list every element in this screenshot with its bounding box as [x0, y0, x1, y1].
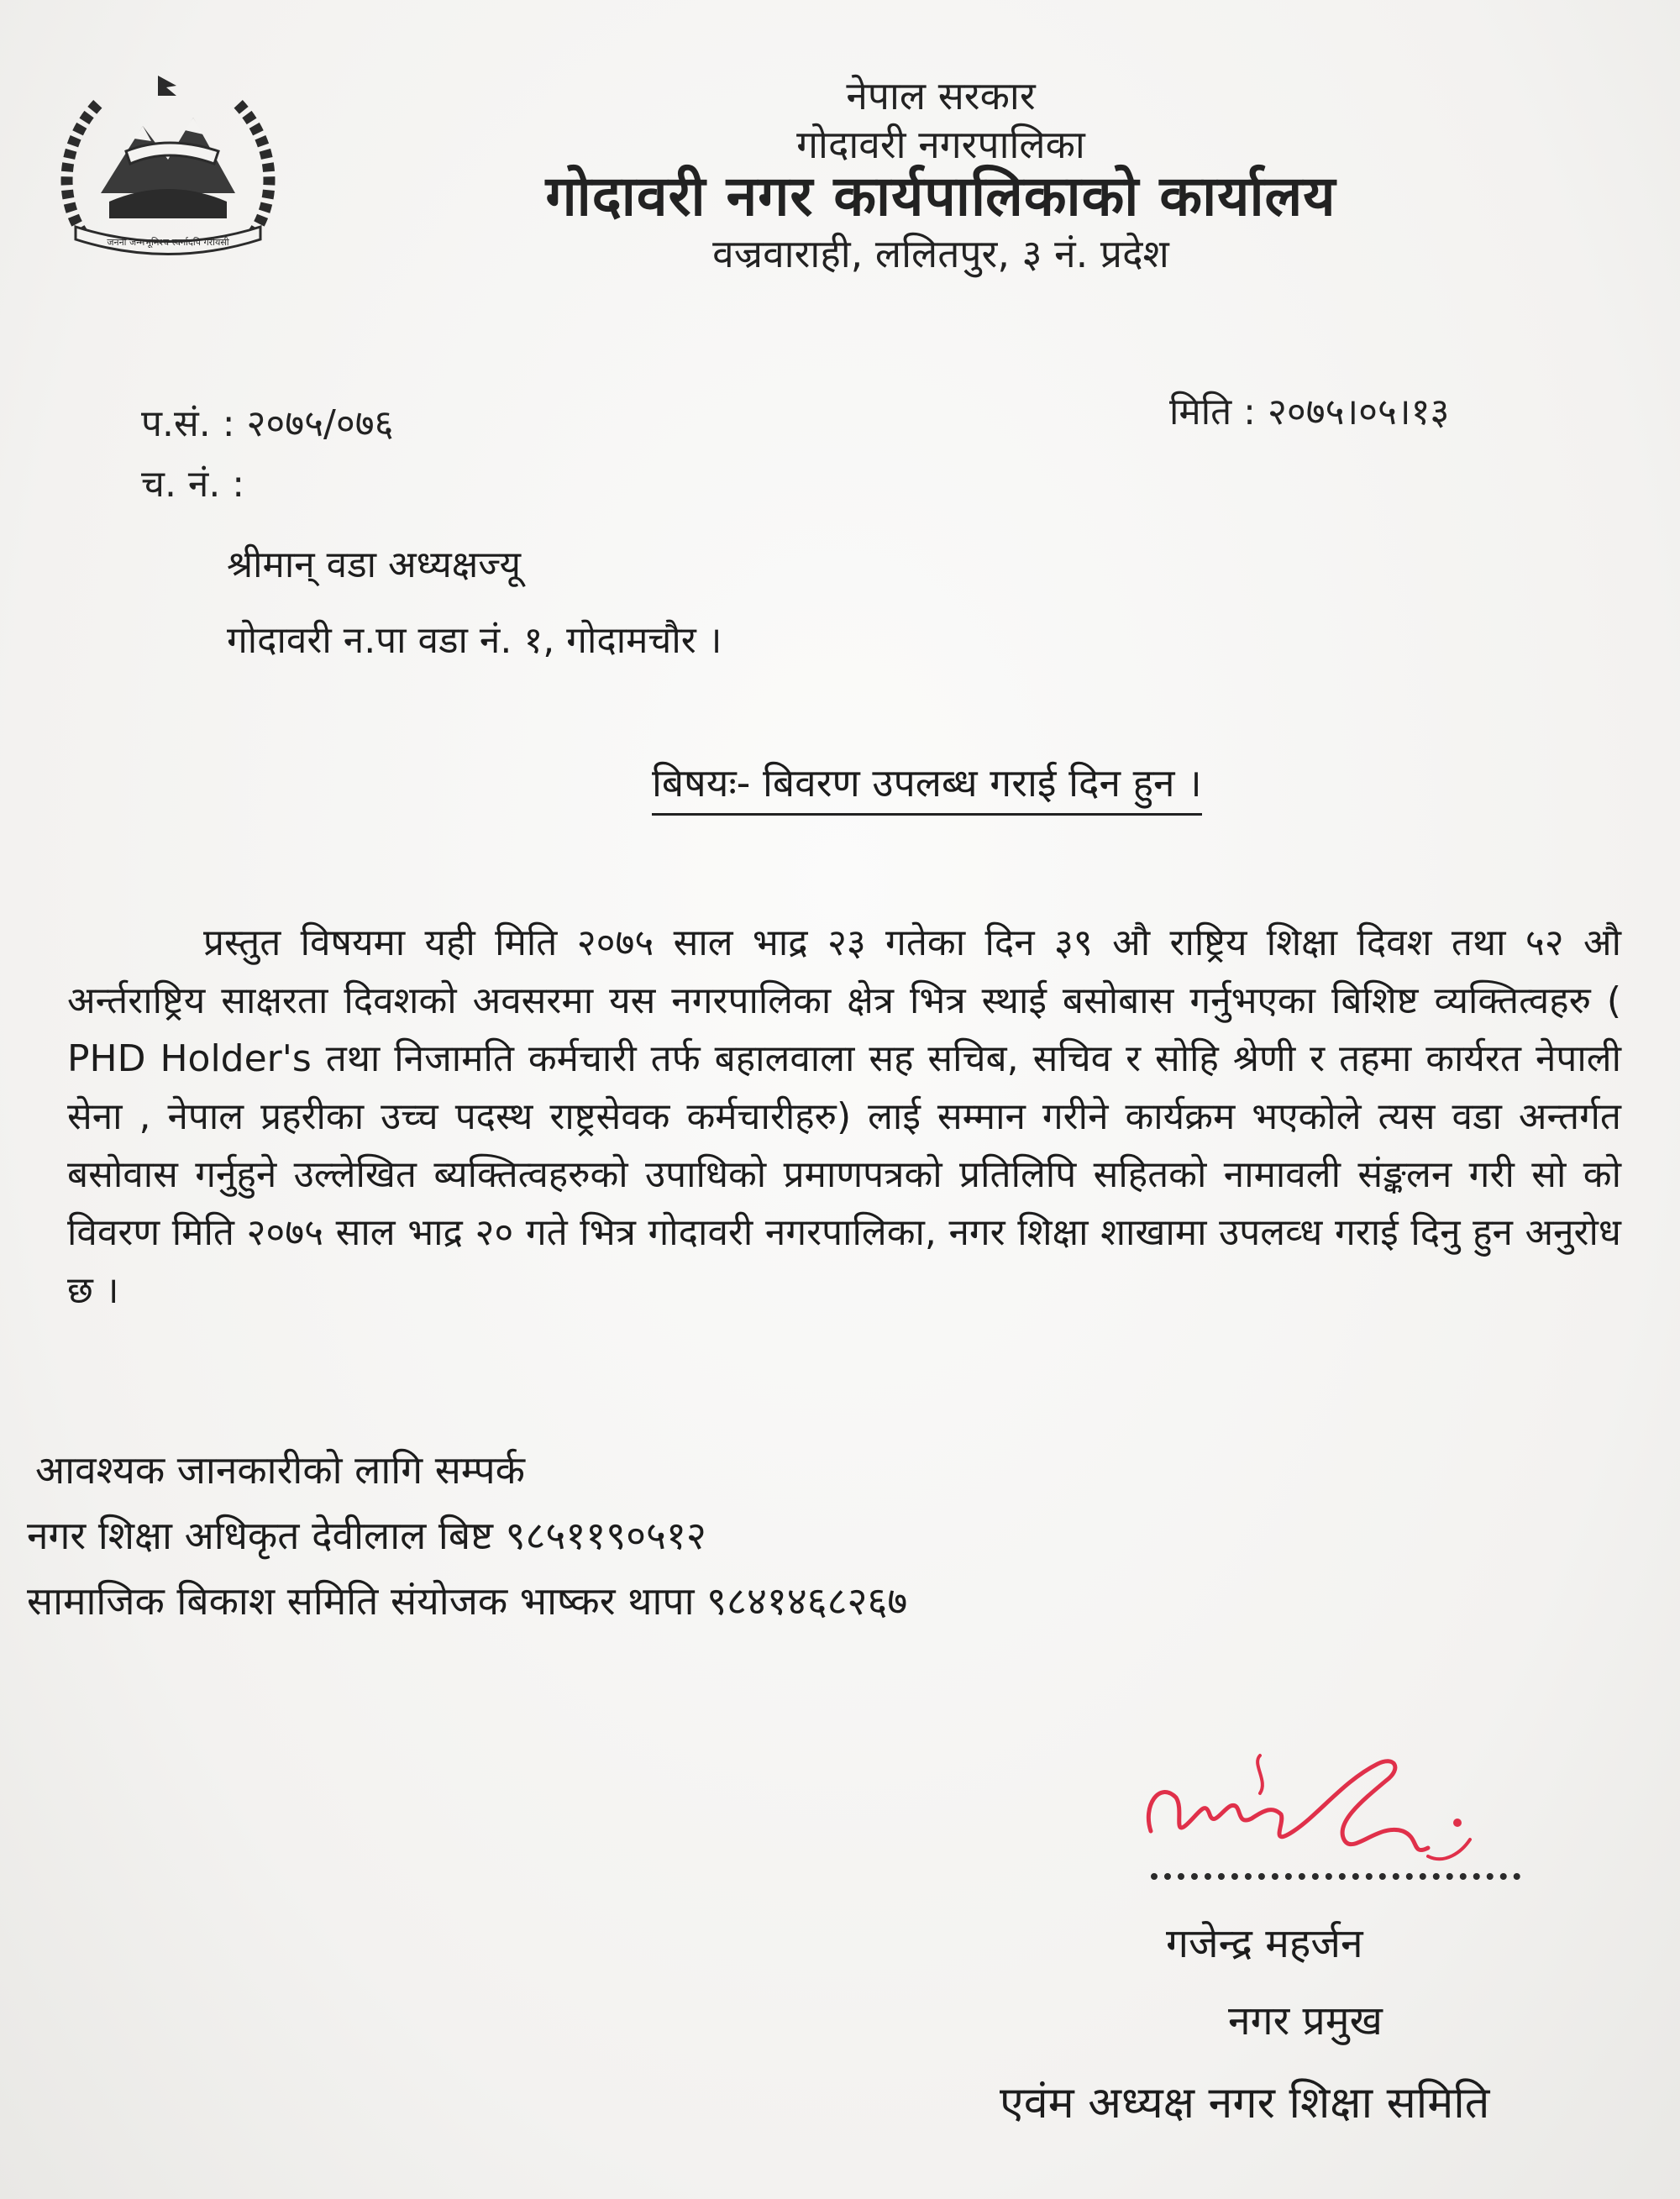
chalani-number: च. नं. :	[141, 463, 245, 506]
header-office-title: गोदावरी नगर कार्यपालिकाको कार्यालय	[545, 164, 1336, 228]
recipient-salutation: श्रीमान् वडा अध्यक्षज्यू	[227, 543, 521, 586]
contact-person-committee-coordinator: सामाजिक बिकाश समिति संयोजक भाष्कर थापा ९८४१४६८२६७	[27, 1578, 908, 1624]
signature-dotted-line	[1151, 1865, 1520, 1880]
letter-body: प्रस्तुत विषयमा यही मिति २०७५ साल भाद्र २३ गतेका दिन ३९ औ राष्ट्रिय शिक्षा दिवश तथा ५२ औ अर्न्तराष्ट्रिय साक्षरता दिवशको अवसरमा यस नगरपालिका क्षेत्र भित्र स्थाई बसोबास गर्नुभएका बिशिष्ट व्यक्तित्वहरु ( PHD Holder's तथा निजामति कर्मचारी तर्फ बहालवाला सह सचिब, सचिव र सोहि श्रेणी र तहमा कार्यरत नेपाली सेना , नेपाल प्रहरीका उच्च पदस्थ राष्ट्रसेवक कर्मचारीहरु) लाई सम्मान गरीने कार्यक्रम भएकोले त्यस वडा अन्तर्गत बसोवास गर्नुहुने उल्लेखित ब्यक्तित्वहरुको उपाधिको प्रमाणपत्रको प्रतिलिपि सहितको नामावली संङ्कलन गरी सो को विवरण मिति २०७५ साल भाद्र २० गते भित्र गोदावरी नगरपालिका, नगर शिक्षा शाखामा उपलव्ध गराई दिनु हुन अनुरोध छ ।	[67, 921, 1621, 1312]
header-government: नेपाल सरकार	[846, 73, 1036, 118]
header-municipality: गोदावरी नगरपालिका	[796, 122, 1085, 167]
signatory-name: गजेन्द्र महर्जन	[1166, 1920, 1363, 1967]
letter-date: मिति : २०७५।०५।१३	[1169, 391, 1450, 433]
nepal-government-emblem-icon	[50, 67, 286, 260]
recipient-address: गोदावरी न.पा वडा नं. १, गोदामचौर ।	[227, 619, 722, 662]
subject-line: बिषयः- बिवरण उपलब्ध गराई दिन हुन ।	[652, 756, 1202, 816]
signatory-title: नगर प्रमुख	[1228, 1997, 1383, 2044]
emblem-motto: जननी जन्मभूमिश्च स्वर्गादपि गरीयसी	[107, 237, 229, 248]
patra-sankhya: प.सं. : २०७५/०७६	[141, 402, 394, 445]
contact-person-education-officer: नगर शिक्षा अधिकृत देवीलाल बिष्ट ९८५११९०५१२	[27, 1513, 706, 1558]
header-address: वज्रवाराही, ललितपुर, ३ नं. प्रदेश	[712, 231, 1169, 276]
signatory-role: एवंम अध्यक्ष नगर शिक्षा समिति	[1000, 2078, 1490, 2128]
contact-heading: आवश्यक जानकारीको लागि सम्पर्क	[35, 1447, 525, 1493]
